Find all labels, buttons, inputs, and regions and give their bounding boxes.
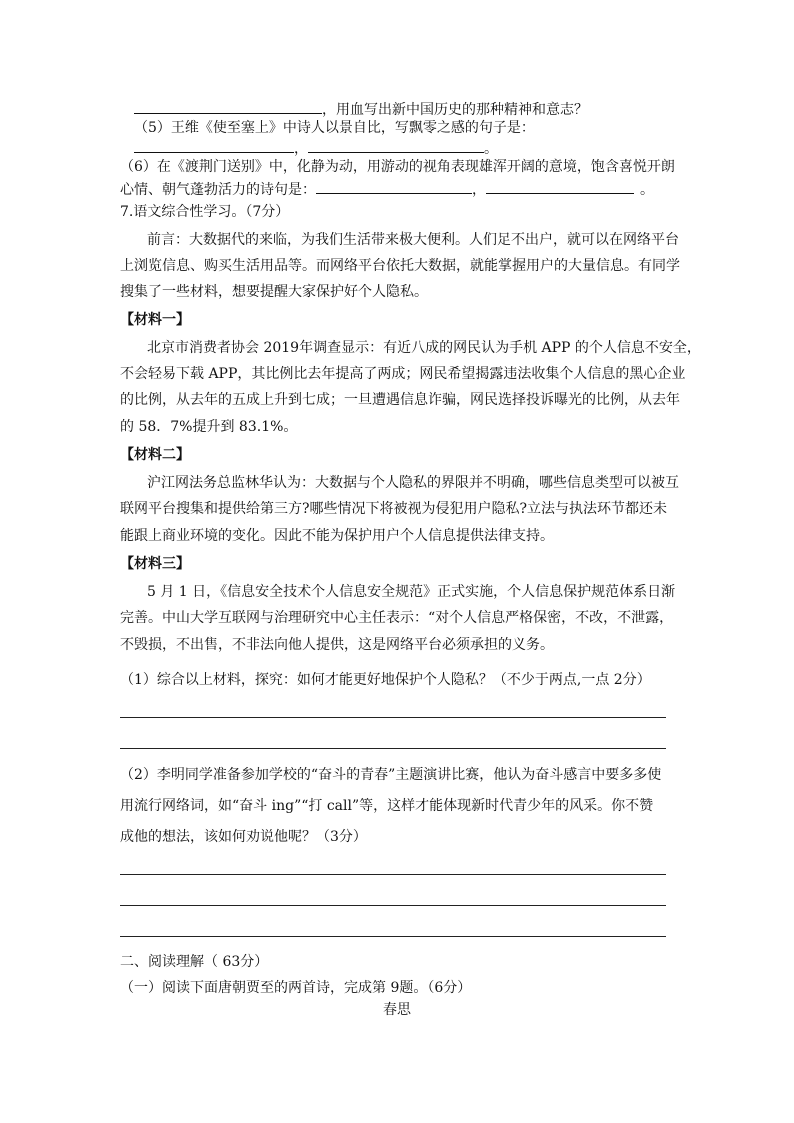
q5-blanks — [134, 138, 498, 158]
answer-line[interactable] — [120, 905, 666, 906]
answer-line[interactable] — [120, 748, 666, 749]
poem-title: 春思 — [383, 1002, 411, 1018]
period: 。 — [640, 182, 654, 198]
q6-text: （6）在《渡荆门送别》中，化静为动，用游动的视角表现雄浑开阔的意境，饱含喜悦开朗 — [120, 159, 675, 175]
sub-question-2-line: 成他的想法，该如何劝说他呢？（3分） — [120, 829, 367, 845]
sub-question-2-line: 用流行网络词，如“奋斗 ing”“打 call”等，这样才能体现新时代青少年的风采。你不赞 — [120, 798, 654, 814]
q4-text: ，用血写出新中国历史的那种精神和意志？ — [322, 102, 588, 118]
q6-prefix: 心情、朝气蓬勃活力的诗句是： — [120, 182, 316, 198]
answer-line[interactable] — [120, 936, 666, 937]
section-2-subheading: （一）阅读下面唐朝贾至的两首诗，完成第 9题。（6分） — [120, 980, 472, 996]
answer-line[interactable] — [120, 717, 666, 718]
material-2-line: 沪江网法务总监林华认为：大数据与个人隐私的界限并不明确，哪些信息类型可以被互 — [147, 475, 679, 491]
material-3-line: 5 月 1 日，《信息安全技术个人信息安全规范》正式实施，个人信息保护规范体系日渐 — [147, 584, 676, 600]
separator: ， — [472, 182, 486, 198]
material-2-title: 【材料二】 — [120, 447, 190, 463]
answer-blank[interactable] — [486, 179, 634, 194]
answer-blank[interactable] — [308, 138, 484, 153]
material-1-line: 北京市消费者协会 2019年调查显示：有近八成的网民认为手机 APP 的个人信息不安全， — [147, 340, 701, 356]
preface-line: 搜集了一些材料，想要提醒大家保护好个人隐私。 — [120, 284, 428, 300]
preface-line: 上浏览信息、购买生活用品等。而网络平台依托大数据，就能掌握用户的大量信息。有同学 — [120, 258, 680, 274]
section-2-heading: 二、阅读理解（ 63分） — [120, 954, 269, 970]
q7-heading: 7.语文综合性学习。（7分） — [120, 204, 290, 220]
answer-blank[interactable] — [316, 179, 472, 194]
answer-blank[interactable] — [134, 138, 294, 153]
preface-line: 前言：大数据代的来临，为我们生活带来极大便利。人们足不出户，就可以在网络平台 — [147, 232, 679, 248]
separator: ， — [294, 141, 308, 157]
period: 。 — [484, 141, 498, 157]
answer-blank[interactable] — [134, 99, 322, 114]
material-3-line: 完善。中山大学互联网与治理研究中心主任表示：“对个人信息严格保密，不改，不泄露， — [120, 610, 674, 626]
q6-line2 — [120, 179, 654, 199]
q4-line — [134, 99, 588, 119]
q5-text: （5）王维《使至塞上》中诗人以景自比，写飘零之感的句子是： — [134, 120, 535, 136]
material-2-line: 能跟上商业环境的变化。因此不能为保护用户个人信息提供法律支持。 — [120, 528, 554, 544]
material-3-line: 不毁损，不出售，不非法向他人提供，这是网络平台必须承担的义务。 — [120, 637, 554, 653]
material-3-title: 【材料三】 — [120, 556, 190, 572]
material-1-line: 的比例，从去年的五成上升到七成；一旦遭遇信息诈骗，网民选择投诉曝光的比例，从去年 — [120, 392, 680, 408]
material-1-line: 的 58．7%提升到 83.1%。 — [120, 419, 298, 435]
sub-question-1: （1）综合以上材料，探究：如何才能更好地保护个人隐私？（不少于两点,一点 2分） — [120, 672, 651, 688]
sub-question-2-line: （2）李明同学准备参加学校的“奋斗的青春”主题演讲比赛，他认为奋斗感言中要多多使 — [120, 767, 662, 783]
material-1-title: 【材料一】 — [120, 312, 190, 328]
material-2-line: 联网平台搜集和提供给第三方?哪些情况下将被视为侵犯用户隐私?立法与执法环节都还未 — [120, 501, 668, 517]
answer-line[interactable] — [120, 874, 666, 875]
material-1-line: 不会轻易下载 APP，其比例比去年提高了两成；网民希望揭露违法收集个人信息的黑心企业 — [120, 366, 686, 382]
